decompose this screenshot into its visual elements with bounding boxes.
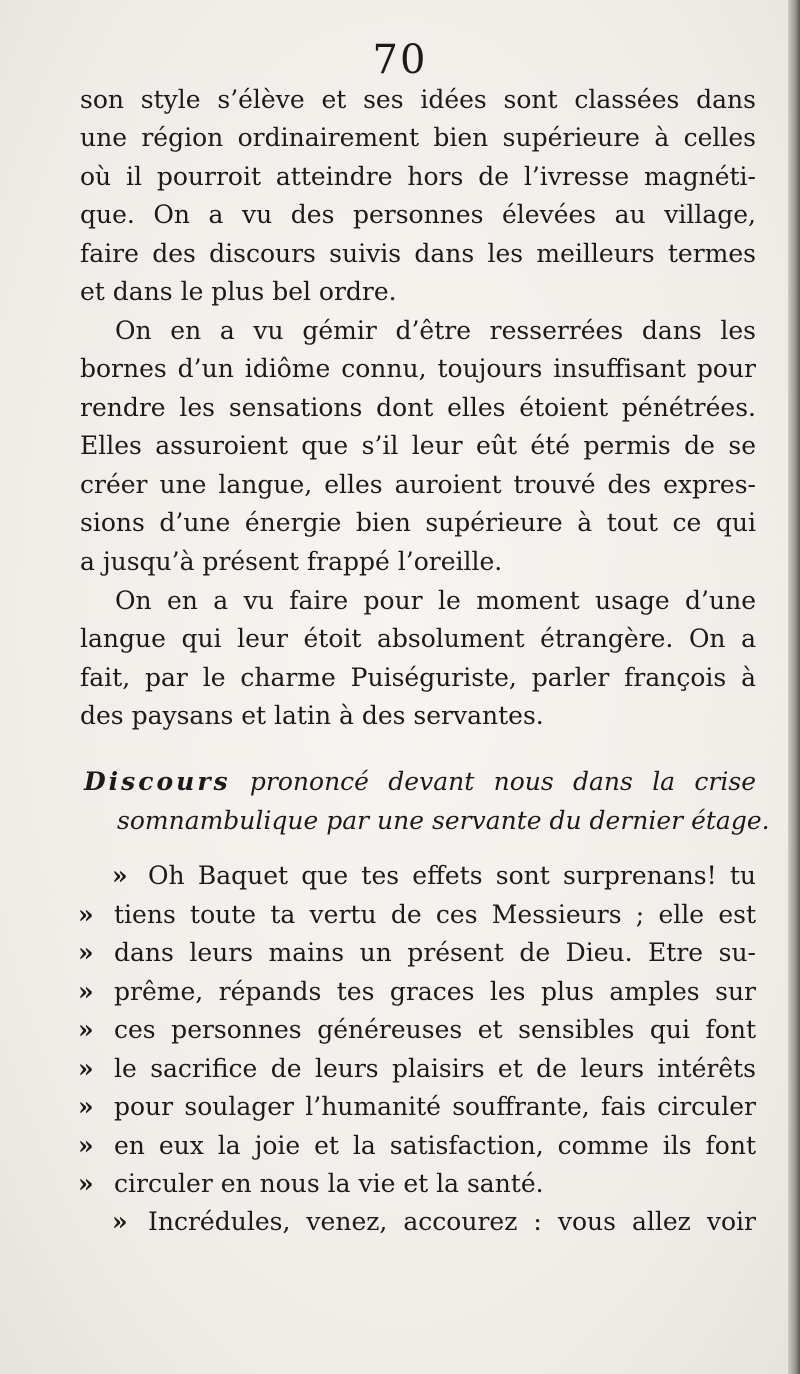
quote-line <box>78 1088 756 1126</box>
quote-mark: » <box>78 1092 94 1121</box>
quote-mark: » <box>78 1054 94 1083</box>
text-line: a jusqu’à présent frappé l’oreille. <box>80 547 503 576</box>
quote-line-text: pour soulager l’humanité souffrante, fais circuler <box>114 1092 756 1121</box>
text-line: langue qui leur étoit absolument étrangère. On a <box>80 624 756 653</box>
text-line: bornes d’un idiôme connu, toujours insuffisant pour <box>80 354 756 383</box>
quote-line-text: Incrédules, venez, accourez : vous allez voir <box>148 1207 756 1236</box>
quote-mark: » <box>78 900 94 929</box>
quote-line-text: circuler en nous la vie et la santé. <box>114 1169 544 1198</box>
text-line: et dans le plus bel ordre. <box>80 277 397 306</box>
text-line: que. On a vu des personnes élevées au village, <box>80 200 756 229</box>
quote-line <box>112 857 756 895</box>
text-line: On en a vu faire pour le moment usage d’une <box>115 586 756 615</box>
text-line: Elles assuroient que s’il leur eût été permis de se <box>80 431 756 460</box>
quote-line <box>78 1127 756 1165</box>
book-spine-shadow <box>788 0 800 1374</box>
heading-line1-rest: prononcé devant nous dans la crise <box>249 767 756 796</box>
quote-line-text: tiens toute ta vertu de ces Messieurs ; elle est <box>114 900 756 929</box>
text-line: son style s’élève et ses idées sont classées dans <box>80 85 756 114</box>
page-number: 70 <box>372 37 428 83</box>
quote-line-text: le sacrifice de leurs plaisirs et de leurs intérêts <box>114 1054 756 1083</box>
quote-line <box>78 934 756 972</box>
quote-line <box>112 1203 756 1241</box>
quote-line <box>78 1050 756 1088</box>
quote-line <box>78 973 756 1011</box>
text-line: sions d’une énergie bien supérieure à tout ce qui <box>80 508 756 537</box>
text-line: faire des discours suivis dans les meilleurs termes <box>80 239 756 268</box>
quote-mark: » <box>78 1015 94 1044</box>
heading-line <box>84 763 756 801</box>
quote-line <box>78 896 756 934</box>
text-line: des paysans et latin à des servantes. <box>80 701 544 730</box>
quote-mark: » <box>112 1207 128 1236</box>
quote-line-text: prême, répands tes graces les plus amples sur <box>114 977 756 1006</box>
quote-line <box>78 1011 756 1049</box>
quote-line-text: dans leurs mains un présent de Dieu. Etre su- <box>114 938 756 967</box>
quote-mark: » <box>78 938 94 967</box>
text-line: On en a vu gémir d’être resserrées dans les <box>115 316 756 345</box>
quote-line-text: en eux la joie et la satisfaction, comme ils font <box>114 1131 756 1160</box>
quote-line <box>78 1165 756 1203</box>
heading-line2: somnambulique par une servante du dernier étage. <box>117 806 770 835</box>
text-line: une région ordinairement bien supérieure à celles <box>80 123 756 152</box>
heading-lead-word: Discours <box>84 767 231 796</box>
quote-line-text: Oh Baquet que tes effets sont surprenans! tu <box>148 861 756 890</box>
quote-line-text: ces personnes généreuses et sensibles qui font <box>114 1015 756 1044</box>
text-line: rendre les sensations dont elles étoient pénétrées. <box>80 393 756 422</box>
quote-mark: » <box>78 1131 94 1160</box>
text-line: où il pourroit atteindre hors de l’ivresse magnéti- <box>80 162 756 191</box>
text-line: fait, par le charme Puiséguriste, parler françois à <box>80 663 756 692</box>
quote-mark: » <box>78 977 94 1006</box>
text-line: créer une langue, elles auroient trouvé des expres- <box>80 470 756 499</box>
quote-mark: » <box>78 1169 94 1198</box>
quote-mark: » <box>112 861 128 890</box>
